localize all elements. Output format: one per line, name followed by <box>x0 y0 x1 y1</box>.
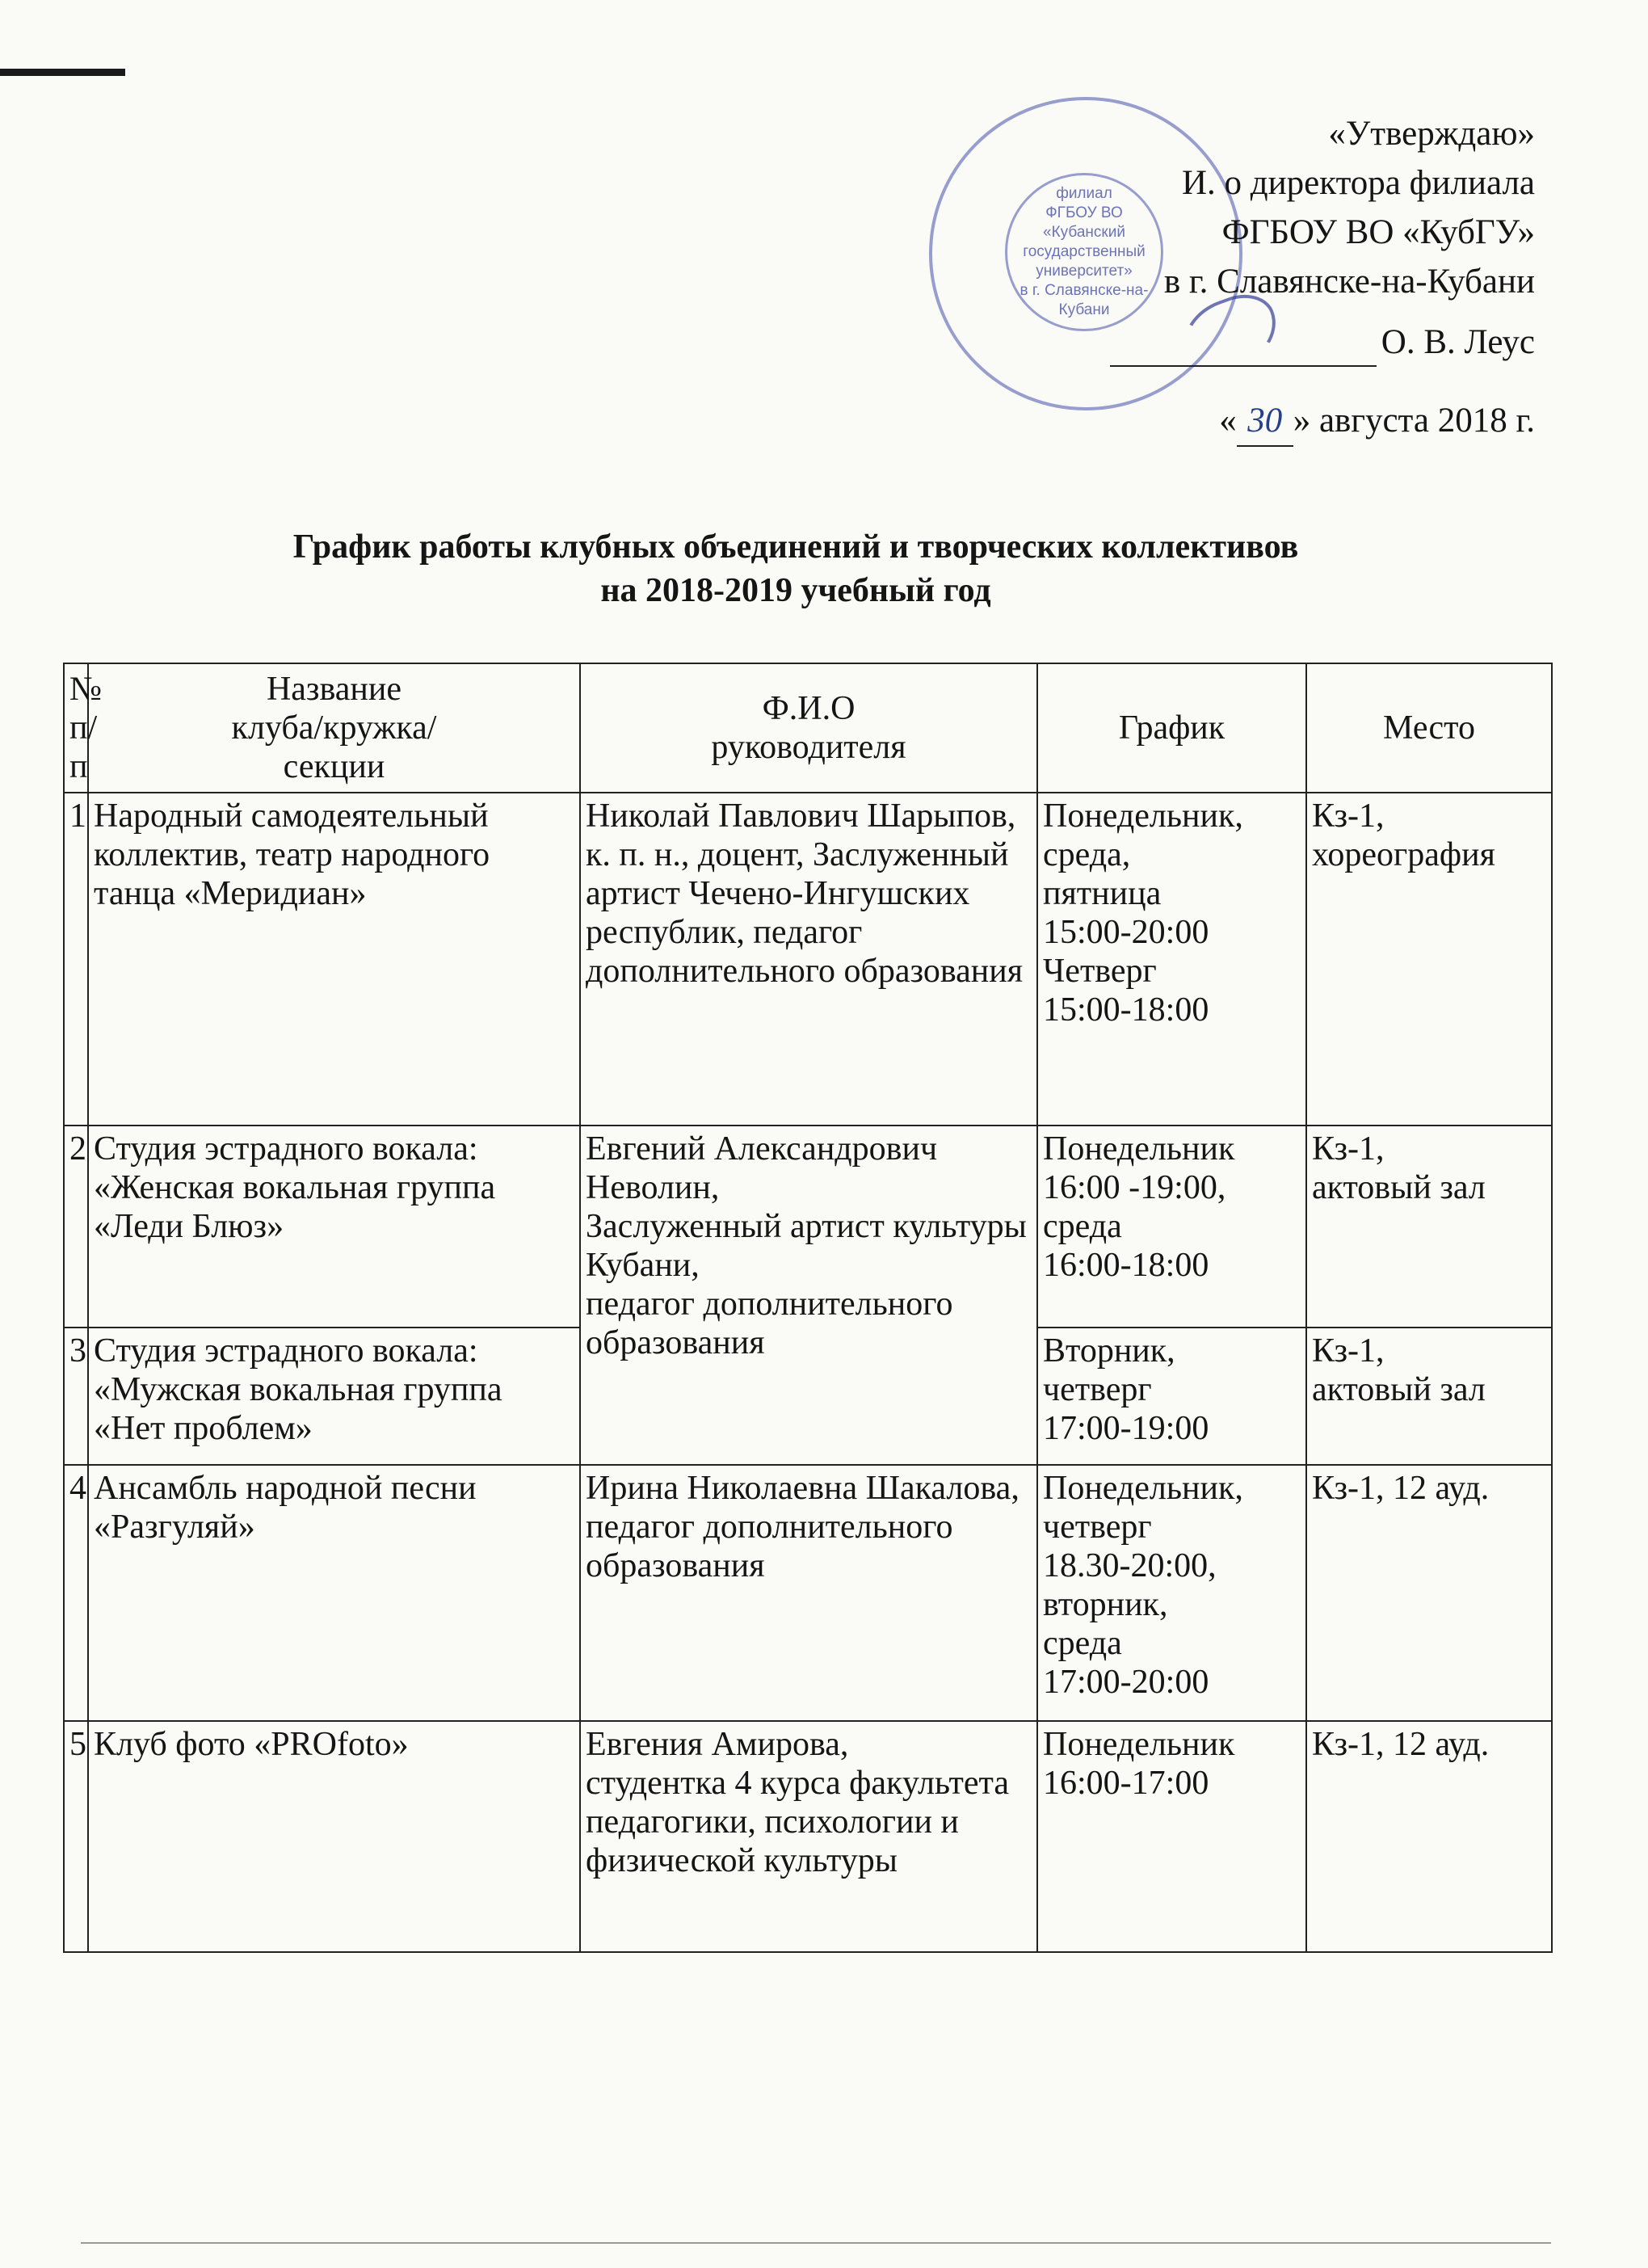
row-schedule: Понедельник, четверг 18.30-20:00, вторник, среда 17:00-20:00 <box>1037 1465 1306 1721</box>
date-open-quote: « <box>1219 402 1237 440</box>
row-num: 4 <box>64 1465 88 1721</box>
row-name: Народный самодеятельный коллектив, театр народного танца «Меридиан» <box>88 793 580 1126</box>
table-row <box>64 1126 1552 1328</box>
approval-line-2: И. о директора филиала <box>1181 164 1535 202</box>
header-name: Название клуба/кружка/ секции <box>88 663 580 793</box>
bottom-edge-line <box>81 2242 1551 2244</box>
row-place: Кз-1, 12 ауд. <box>1306 1721 1552 1952</box>
row-num: 5 <box>64 1721 88 1952</box>
date-day: 30 <box>1237 396 1293 447</box>
title-line-2: на 2018-2019 учебный год <box>600 572 991 609</box>
title-line-1: График работы клубных объединений и творческих коллективов <box>292 528 1299 566</box>
row-place: Кз-1, хореография <box>1306 793 1552 1126</box>
row-num: 2 <box>64 1126 88 1328</box>
row-place: Кз-1, актовый зал <box>1306 1126 1552 1328</box>
row-leader: Ирина Николаевна Шакалова, педагог дополнительного образования <box>580 1465 1037 1721</box>
row-name: Студия эстрадного вокала: «Женская вокальная группа «Леди Блюз» <box>88 1126 580 1328</box>
row-schedule: Вторник, четверг 17:00-19:00 <box>1037 1328 1306 1465</box>
approval-signer: О. В. Леус <box>1381 323 1535 361</box>
approval-line-4: в г. Славянске-на-Кубани <box>1163 263 1535 301</box>
row-name: Студия эстрадного вокала: «Мужская вокальная группа «Нет проблем» <box>88 1328 580 1465</box>
table-header-row <box>64 663 1552 793</box>
header-schedule: График <box>1037 663 1306 793</box>
row-place: Кз-1, актовый зал <box>1306 1328 1552 1465</box>
signature-line <box>1110 333 1377 367</box>
date-rest: » августа 2018 г. <box>1293 402 1535 440</box>
row-name: Клуб фото «PROfoto» <box>88 1721 580 1952</box>
approval-date <box>1110 396 1535 447</box>
row-place: Кз-1, 12 ауд. <box>1306 1465 1552 1721</box>
approval-line-1: «Утверждаю» <box>1328 115 1535 153</box>
approval-line-3: ФГБОУ ВО «КубГУ» <box>1221 213 1535 251</box>
header-num: № п/п <box>64 663 88 793</box>
top-edge-mark <box>0 69 125 76</box>
row-leader: Николай Павлович Шарыпов, к. п. н., доцент, Заслуженный артист Чечено-Ингушских республик, педагог дополнительного образования <box>580 793 1037 1126</box>
header-leader: Ф.И.О руководителя <box>580 663 1037 793</box>
approval-signer-row <box>1110 318 1535 367</box>
row-num: 1 <box>64 793 88 1126</box>
row-schedule: Понедельник 16:00-17:00 <box>1037 1721 1306 1952</box>
document-title <box>0 525 1591 612</box>
table-row <box>64 793 1552 1126</box>
table-row <box>64 1465 1552 1721</box>
schedule-table <box>63 663 1553 1953</box>
header-place: Место <box>1306 663 1552 793</box>
row-name: Ансамбль народной песни «Разгуляй» <box>88 1465 580 1721</box>
row-schedule: Понедельник 16:00 -19:00, среда 16:00-18:00 <box>1037 1126 1306 1328</box>
stamp-text: филиал ФГБОУ ВО «Кубанский государственный университет» в г. Славянске-на-Кубани <box>1005 173 1163 331</box>
row-num: 3 <box>64 1328 88 1465</box>
row-leader: Евгения Амирова, студентка 4 курса факультета педагогики, психологии и физической культуры <box>580 1721 1037 1952</box>
approval-block <box>1110 109 1535 447</box>
table-row <box>64 1721 1552 1952</box>
row-schedule: Понедельник, среда, пятница 15:00-20:00 Четверг 15:00-18:00 <box>1037 793 1306 1126</box>
row-leader-shared: Евгений Александрович Неволин, Заслуженный артист культуры Кубани, педагог дополнительного образования <box>580 1126 1037 1465</box>
